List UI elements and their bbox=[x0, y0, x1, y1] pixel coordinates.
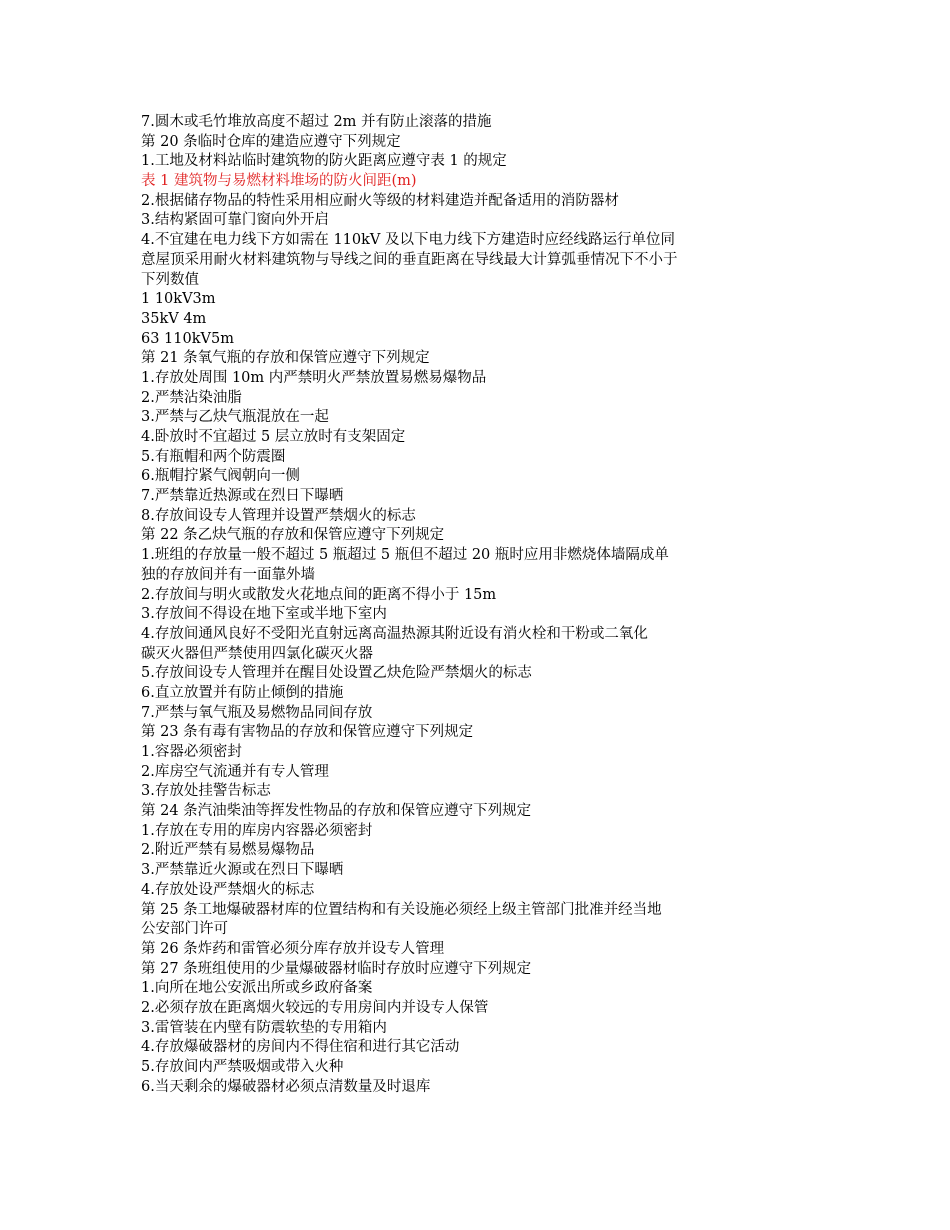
text-line: 2.存放间与明火或散发火花地点间的距离不得小于 15m bbox=[141, 586, 497, 603]
text-line: 4.存放间通风良好不受阳光直射远离高温热源其附近设有消火栓和干粉或二氧化 bbox=[141, 625, 648, 642]
text-line: 碳灭火器但严禁使用四氯化碳灭火器 bbox=[141, 645, 373, 662]
text-line: 2.根据储存物品的特性采用相应耐火等级的材料建造并配备适用的消防器材 bbox=[141, 192, 619, 209]
text-line: 意屋顶采用耐火材料建筑物与导线之间的垂直距离在导线最大计算弧垂情况下不小于 bbox=[141, 251, 678, 268]
text-line: 4.不宜建在电力线下方如需在 110kV 及以下电力线下方建造时应经线路运行单位同 bbox=[141, 232, 675, 249]
text-line: 第 25 条工地爆破器材库的位置结构和有关设施必须经上级主管部门批准并经当地 bbox=[141, 901, 662, 918]
table-caption-line: 表 1 建筑物与易燃材料堆场的防火间距(m) bbox=[141, 173, 417, 190]
text-line: 7.严禁与氧气瓶及易燃物品同间存放 bbox=[141, 704, 373, 721]
text-line: 第 22 条乙炔气瓶的存放和保管应遵守下列规定 bbox=[141, 527, 445, 544]
text-line: 第 24 条汽油柴油等挥发性物品的存放和保管应遵守下列规定 bbox=[141, 803, 532, 820]
text-line: 3.存放间不得设在地下室或半地下室内 bbox=[141, 606, 387, 623]
text-line: 4.存放处设严禁烟火的标志 bbox=[141, 881, 315, 898]
text-line: 第 23 条有毒有害物品的存放和保管应遵守下列规定 bbox=[141, 724, 474, 741]
text-line: 1.容器必须密封 bbox=[141, 744, 242, 760]
text-line: 5.存放间设专人管理并在醒目处设置乙炔危险严禁烟火的标志 bbox=[141, 665, 532, 682]
text-line: 1.向所在地公安派出所或乡政府备案 bbox=[141, 980, 373, 997]
text-line: 第 21 条氧气瓶的存放和保管应遵守下列规定 bbox=[141, 350, 430, 367]
text-line: 1.存放在专用的库房内容器必须密封 bbox=[141, 822, 373, 839]
text-line: 公安部门许可 bbox=[141, 921, 228, 938]
text-line: 第 26 条炸药和雷管必须分库存放并设专人管理 bbox=[141, 940, 445, 957]
text-line: 1 10kV3m bbox=[141, 291, 216, 308]
text-line: 独的存放间并有一面靠外墙 bbox=[141, 566, 315, 583]
text-line: 8.存放间设专人管理并设置严禁烟火的标志 bbox=[141, 507, 416, 524]
text-line: 第 20 条临时仓库的建造应遵守下列规定 bbox=[141, 133, 401, 150]
text-line: 下列数值 bbox=[141, 271, 199, 288]
text-line: 5.有瓶帽和两个防震圈 bbox=[141, 448, 286, 465]
text-line: 7.严禁靠近热源或在烈日下曝晒 bbox=[141, 488, 344, 505]
text-line: 3.雷管装在内壁有防震软垫的专用箱内 bbox=[141, 1019, 387, 1036]
text-line: 7.圆木或毛竹堆放高度不超过 2m 并有防止滚落的措施 bbox=[141, 114, 492, 130]
text-line: 2.库房空气流通并有专人管理 bbox=[141, 763, 329, 780]
text-line: 2.附近严禁有易燃易爆物品 bbox=[141, 842, 315, 859]
text-line: 4.存放爆破器材的房间内不得住宿和进行其它活动 bbox=[141, 1039, 460, 1056]
text-line: 1.班组的存放量一般不超过 5 瓶超过 5 瓶但不超过 20 瓶时应用非燃烧体墙隔成单 bbox=[141, 547, 669, 564]
text-line: 35kV 4m bbox=[141, 310, 207, 327]
text-line: 6.直立放置并有防止倾倒的措施 bbox=[141, 684, 344, 701]
text-line: 6.瓶帽拧紧气阀朝向一侧 bbox=[141, 468, 300, 485]
text-line: 1.工地及材料站临时建筑物的防火距离应遵守表 1 的规定 bbox=[141, 153, 507, 170]
text-line: 3.严禁靠近火源或在烈日下曝晒 bbox=[141, 862, 344, 879]
text-line: 5.存放间内严禁吸烟或带入火种 bbox=[141, 1059, 344, 1075]
text-line: 2.必须存放在距离烟火较远的专用房间内并设专人保管 bbox=[141, 999, 489, 1016]
text-line: 3.结构紧固可靠门窗向外开启 bbox=[141, 212, 329, 229]
text-line: 63 110kV5m bbox=[141, 330, 234, 347]
text-line: 3.存放处挂警告标志 bbox=[141, 783, 271, 800]
text-line: 4.卧放时不宜超过 5 层立放时有支架固定 bbox=[141, 429, 406, 445]
text-line: 6.当天剩余的爆破器材必须点清数量及时退库 bbox=[141, 1078, 431, 1095]
text-line: 3.严禁与乙炔气瓶混放在一起 bbox=[141, 409, 329, 426]
text-line: 2.严禁沾染油脂 bbox=[141, 389, 242, 406]
document-body bbox=[141, 113, 761, 1097]
text-line: 第 27 条班组使用的少量爆破器材临时存放时应遵守下列规定 bbox=[141, 960, 532, 977]
text-line: 1.存放处周围 10m 内严禁明火严禁放置易燃易爆物品 bbox=[141, 369, 487, 386]
